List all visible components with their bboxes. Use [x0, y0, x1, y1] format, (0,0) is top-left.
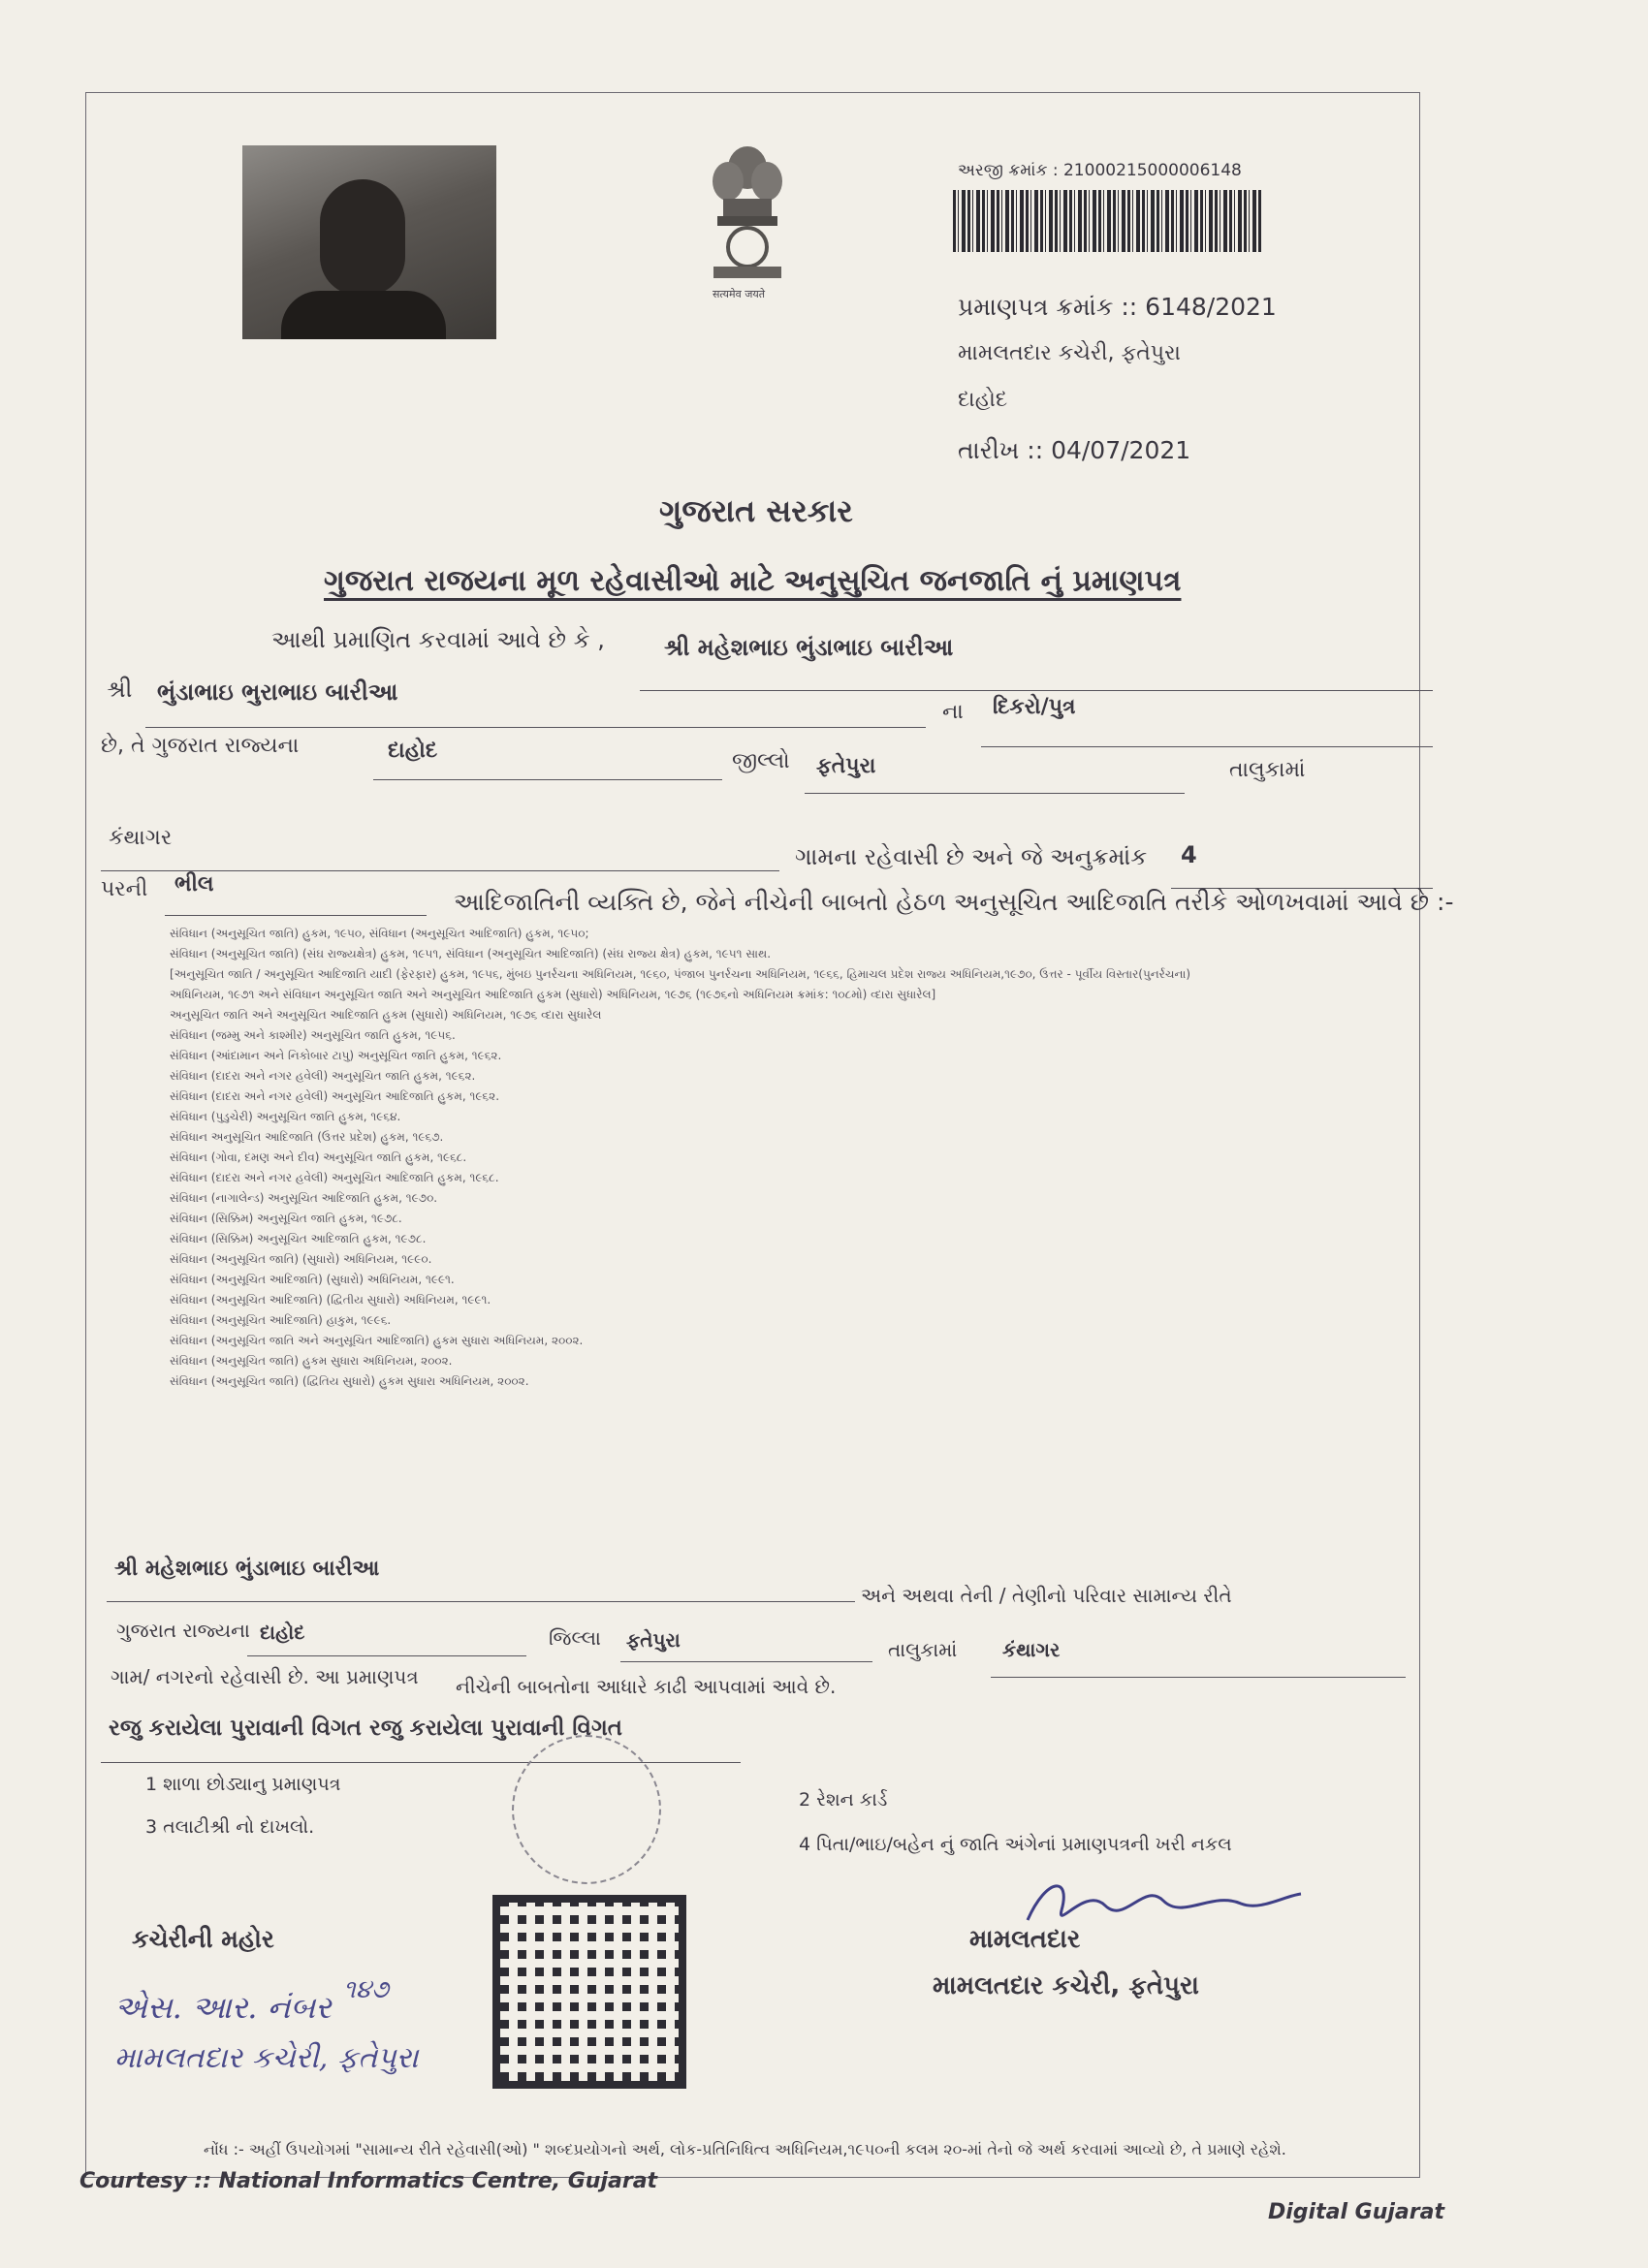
residence-state-prefix: ગુજરાત રાજ્યના [116, 1619, 250, 1642]
acts-list [170, 927, 1190, 1395]
father-underline [145, 727, 926, 728]
act-item: સંવિધાન (સિક્કિમ) અનુસૂચિત જાતિ હુકમ, ૧૯૭૮. [170, 1212, 402, 1225]
taluka-underline [805, 793, 1185, 794]
document-item: 3 તલાટીશ્રી નો દાખલો. [145, 1816, 315, 1838]
shri-label: શ્રી [107, 676, 133, 703]
residence-district: દાહોદ [260, 1621, 305, 1644]
act-item: સંવિધાન (પુડુચેરી) અનુસૂચિત જાતિ હુકમ, ૧૯૬૪. [170, 1110, 401, 1123]
signatory-office: મામલતદાર કચેરી, ફતેપુરા [933, 1971, 1199, 2000]
act-item: સંવિધાન (અનુસૂચિત જાતિ) હુકમ સુધારા અધિનિયમ, ૨૦૦૨. [170, 1354, 453, 1368]
national-emblem-icon [704, 141, 791, 286]
name-underline [640, 690, 1433, 691]
basis-text: નીચેની બાબતોના આધારે કાઢી આપવામાં આવે છે. [456, 1675, 837, 1698]
serial-number: 4 [1181, 841, 1197, 868]
clerk-number: ૧૪૭ [343, 1975, 389, 2004]
government-title: ગુજરાત સરકાર [659, 492, 853, 529]
residence-taluka-underline [620, 1661, 872, 1662]
talukama-label: તાલુકામાં [1229, 758, 1306, 782]
courtesy-text: Courtesy :: National Informatics Centre, Gujarat [79, 2169, 658, 2193]
relation: દિકરો/પુત્ર [993, 695, 1076, 719]
father-name: ભુંડાભાઇ ભુરાભાઇ બારીઆ [157, 678, 398, 706]
photo-face [320, 179, 405, 296]
village-value: કંથાગર [109, 826, 173, 850]
act-item: સંવિધાન (દાદરા અને નગર હવેલી) અનુસૂચિત આદિજાતિ હુકમ, ૧૯૬૮. [170, 1171, 499, 1184]
act-item: સંવિધાન અનુસૂચિત આદિજાતિ (ઉત્તર પ્રદેશ) હુકમ, ૧૯૬૭. [170, 1130, 444, 1144]
qr-code [492, 1895, 686, 2089]
barcode [953, 190, 1261, 252]
certify-text: આથી પ્રમાણિત કરવામાં આવે છે કે , [271, 626, 605, 653]
applicant-photo [242, 145, 496, 339]
clerk-line: એસ. આર. નંબર [114, 1989, 332, 2026]
certificate-number: પ્રમાણપત્ર ક્રમાંક :: 6148/2021 [958, 293, 1277, 321]
document-item: 1 શાળા છોડ્યાનુ પ્રમાણપત્ર [145, 1774, 341, 1795]
certificate-title: ગુજરાત રાજયના મૂળ રહેવાસીઓ માટે અનુસુચિત જનજાતિ નું પ્રમાણપત્ર [324, 564, 1182, 598]
district-value: દાહોદ [388, 739, 438, 763]
residence-talukama-label: તાલુકામાં [888, 1638, 958, 1661]
village-suffix: ગામના રહેવાસી છે અને જે અનુક્રમાંક [795, 843, 1148, 870]
jillo-label: જીલ્લો [732, 749, 790, 773]
act-item: સંવિધાન (અનુસૂચિત આદિજાતિ) હાકુમ, ૧૯૯૬. [170, 1313, 392, 1327]
residence-district-underline [247, 1655, 526, 1656]
emblem-motto: सत्यमेव जयते [713, 288, 766, 300]
office-stamp-label: કચેરીની મહોર [132, 1925, 274, 1953]
relation-underline [981, 746, 1433, 747]
act-item: સંવિધાન (નાગાલેન્ડ) અનુસૂચિત આદિજાતિ હુકમ, ૧૯૭૦. [170, 1191, 438, 1205]
document-item: 2 રેશન કાર્ડ [799, 1789, 888, 1811]
act-item: સંવિધાન (અનુસૂચિત આદિજાતિ) (સુધારો) અધિનિયમ, ૧૯૯૧. [170, 1273, 455, 1286]
footer-note: નોંધ :- અહીં ઉપયોગમાં "સામાન્ય રીતે રહેવાસી(ઓ) " શબ્દપ્રયોગનો અર્થ, લોક-પ્રતિનિધિત્વ અધિનિયમ,૧૯૫૦ની કલમ ૨૦-માં તેનો જે અર્થ કરવામાં આવ્યો છે, તે પ્રમાણે રહેશે. [204, 2140, 1286, 2158]
act-item: સંવિધાન (અનુસૂચિત જાતિ) (સુધારો) અધિનિયમ, ૧૯૯૦. [170, 1252, 432, 1266]
act-item: સંવિધાન (અનુસૂચિત જાતિ અને અનુસૂચિત આદિજાતિ) હુકમ સુધારા અધિનિયમ, ૨૦૦૨. [170, 1334, 584, 1347]
tribe-underline [165, 915, 427, 916]
brand-text: Digital Gujarat [1268, 2200, 1444, 2224]
clerk-office: મામલતદાર કચેરી, ફતેપુરા [114, 2041, 419, 2075]
residence-jilla-label: જિલ્લા [549, 1626, 601, 1650]
village-underline [101, 870, 779, 871]
state-prefix: છે, તે ગુજરાત રાજ્યના [101, 734, 300, 758]
official-seal [512, 1735, 661, 1884]
act-item: [અનુસૂચિત જાતિ / અનુસૂચિત આદિજાતિ યાદી (ફેરફાર) હુકમ, ૧૯૫૬, મુંબઇ પુનર્રચના અધિનિયમ, ૧૯૬૦, પંજાબ પુનર્રચના અધિનિયમ, ૧૯૬૬, હિમાચલ પ્રદેશ રાજ્ય અધિનિયમ,૧૯૭૦, ઉત્તર - પૂર્વીય વિસ્તાર(પુનર્રચના) [170, 967, 1191, 981]
act-item: સંવિધાન (દાદરા અને નગર હવેલી) અનુસૂચિત આદિજાતિ હુકમ, ૧૯૬૨. [170, 1089, 500, 1103]
document-item: 4 પિતા/ભાઇ/બહેન નું જાતિ અંગેનાં પ્રમાણપત્રની ખરી નકલ [799, 1834, 1232, 1855]
issuing-office: મામલતદાર કચેરી, ફતેપુરા [958, 341, 1181, 365]
act-item: અધિનિયમ, ૧૯૭૧ અને સંવિધાન અનુસૂચિત જાતિ અને અનુસૂચિત આદિજાતિ હુકમ (સુધારો) અધિનિયમ, ૧૯૭૬ (૧૯૭૬નો અધિનિયમ ક્રમાંક: ૧૦૮મો) વ્દારા સુધારેલ] [170, 988, 936, 1001]
documents-heading: રજુ કરાયેલા પુરાવાની વિગત રજુ કરાયેલા પુરાવાની વિગત [109, 1716, 622, 1741]
issue-date: તારીખ :: 04/07/2021 [958, 436, 1191, 464]
tribe-value: ભીલ [174, 872, 214, 897]
act-item: અનુસૂચિત જાતિ અને અનુસૂચિત આદિજાતિ હુકમ (સુધારો) અધિનિયમ, ૧૯૭૬ વ્દારા સુધારેલ [170, 1008, 602, 1022]
act-item: સંવિધાન (જમ્મુ અને કાશ્મીર) અનુસૂચિત જાતિ હુકમ, ૧૯૫૬. [170, 1028, 456, 1042]
photo-shirt [281, 291, 446, 339]
signatory-title: મામલતદાર [969, 1925, 1081, 1954]
act-item: સંવિધાન (અનુસૂચિત જાતિ) (દ્વિતિય સુધારો) હુકમ સુધારા અધિનિયમ, ૨૦૦૨. [170, 1374, 529, 1388]
act-item: સંવિધાન (આંદામાન અને નિકોબાર ટાપુ) અનુસૂચિત જાતિ હુકમ, ૧૯૬૨. [170, 1049, 502, 1062]
na-label: ના [942, 700, 964, 724]
village-line: ગામ/ નગરનો રહેવાસી છે. આ પ્રમાણપત્ર [111, 1665, 419, 1688]
act-item: સંવિધાન (સિક્કિમ) અનુસૂચિત આદિજાતિ હુકમ, ૧૯૭૮. [170, 1232, 427, 1245]
application-number: અરજી ક્રમાંક : 21000215000006148 [958, 161, 1242, 180]
residence-village-underline [991, 1677, 1406, 1678]
header-district: દાહોદ [958, 388, 1008, 412]
act-item: સંવિધાન (અનુસૂચિત જાતિ) (સંઘ રાજ્યક્ષેત્ર) હુકમ, ૧૯૫૧, સંવિધાન (અનુસૂચિત આદિજાતિ) (સંઘ રાજ્ય ક્ષેત્ર) હુકમ, ૧૯૫૧ સાથ. [170, 947, 772, 961]
taluka-value: ફતેપુરા [816, 754, 876, 778]
resident-underline [107, 1601, 855, 1602]
residence-taluka: ફતેપુરા [626, 1628, 681, 1652]
act-item: સંવિધાન (દાદરા અને નગર હવેલી) અનુસૂચિત જાતિ હુકમ, ૧૯૬૨. [170, 1069, 476, 1083]
district-underline [373, 779, 722, 780]
applicant-name: શ્રી મહેશભાઇ ભુંડાભાઇ બારીઆ [664, 634, 954, 661]
act-item: સંવિધાન (અનુસૂચિત જાતિ) હુકમ, ૧૯૫૦, સંવિધાન (અનુસૂચિત આદિજાતિ) હુકમ, ૧૯૫૦; [170, 927, 589, 940]
resident-name: શ્રી મહેશભાઇ ભુંડાભાઇ બારીઆ [114, 1557, 380, 1581]
residence-village: કંથાગર [1002, 1638, 1061, 1661]
family-text: અને અથવા તેની / તેણીનો પરિવાર સામાન્ય રીતે [861, 1584, 1232, 1607]
act-item: સંવિધાન (અનુસૂચિત આદિજાતિ) (દ્વિતીય સુધારો) અધિનિયમ, ૧૯૯૧. [170, 1293, 491, 1307]
act-item: સંવિધાન (ગોવા, દમણ અને દીવ) અનુસૂચિત જાતિ હુકમ, ૧૯૬૮. [170, 1150, 467, 1164]
tribe-suffix: આદિજાતિની વ્યક્તિ છે, જેને નીચેની બાબતો હેઠળ અનુસૂચિત આદિજાતિ તરીકે ઓળખવામાં આવે છે :- [454, 888, 1454, 916]
parni-label: પરની [101, 877, 148, 901]
